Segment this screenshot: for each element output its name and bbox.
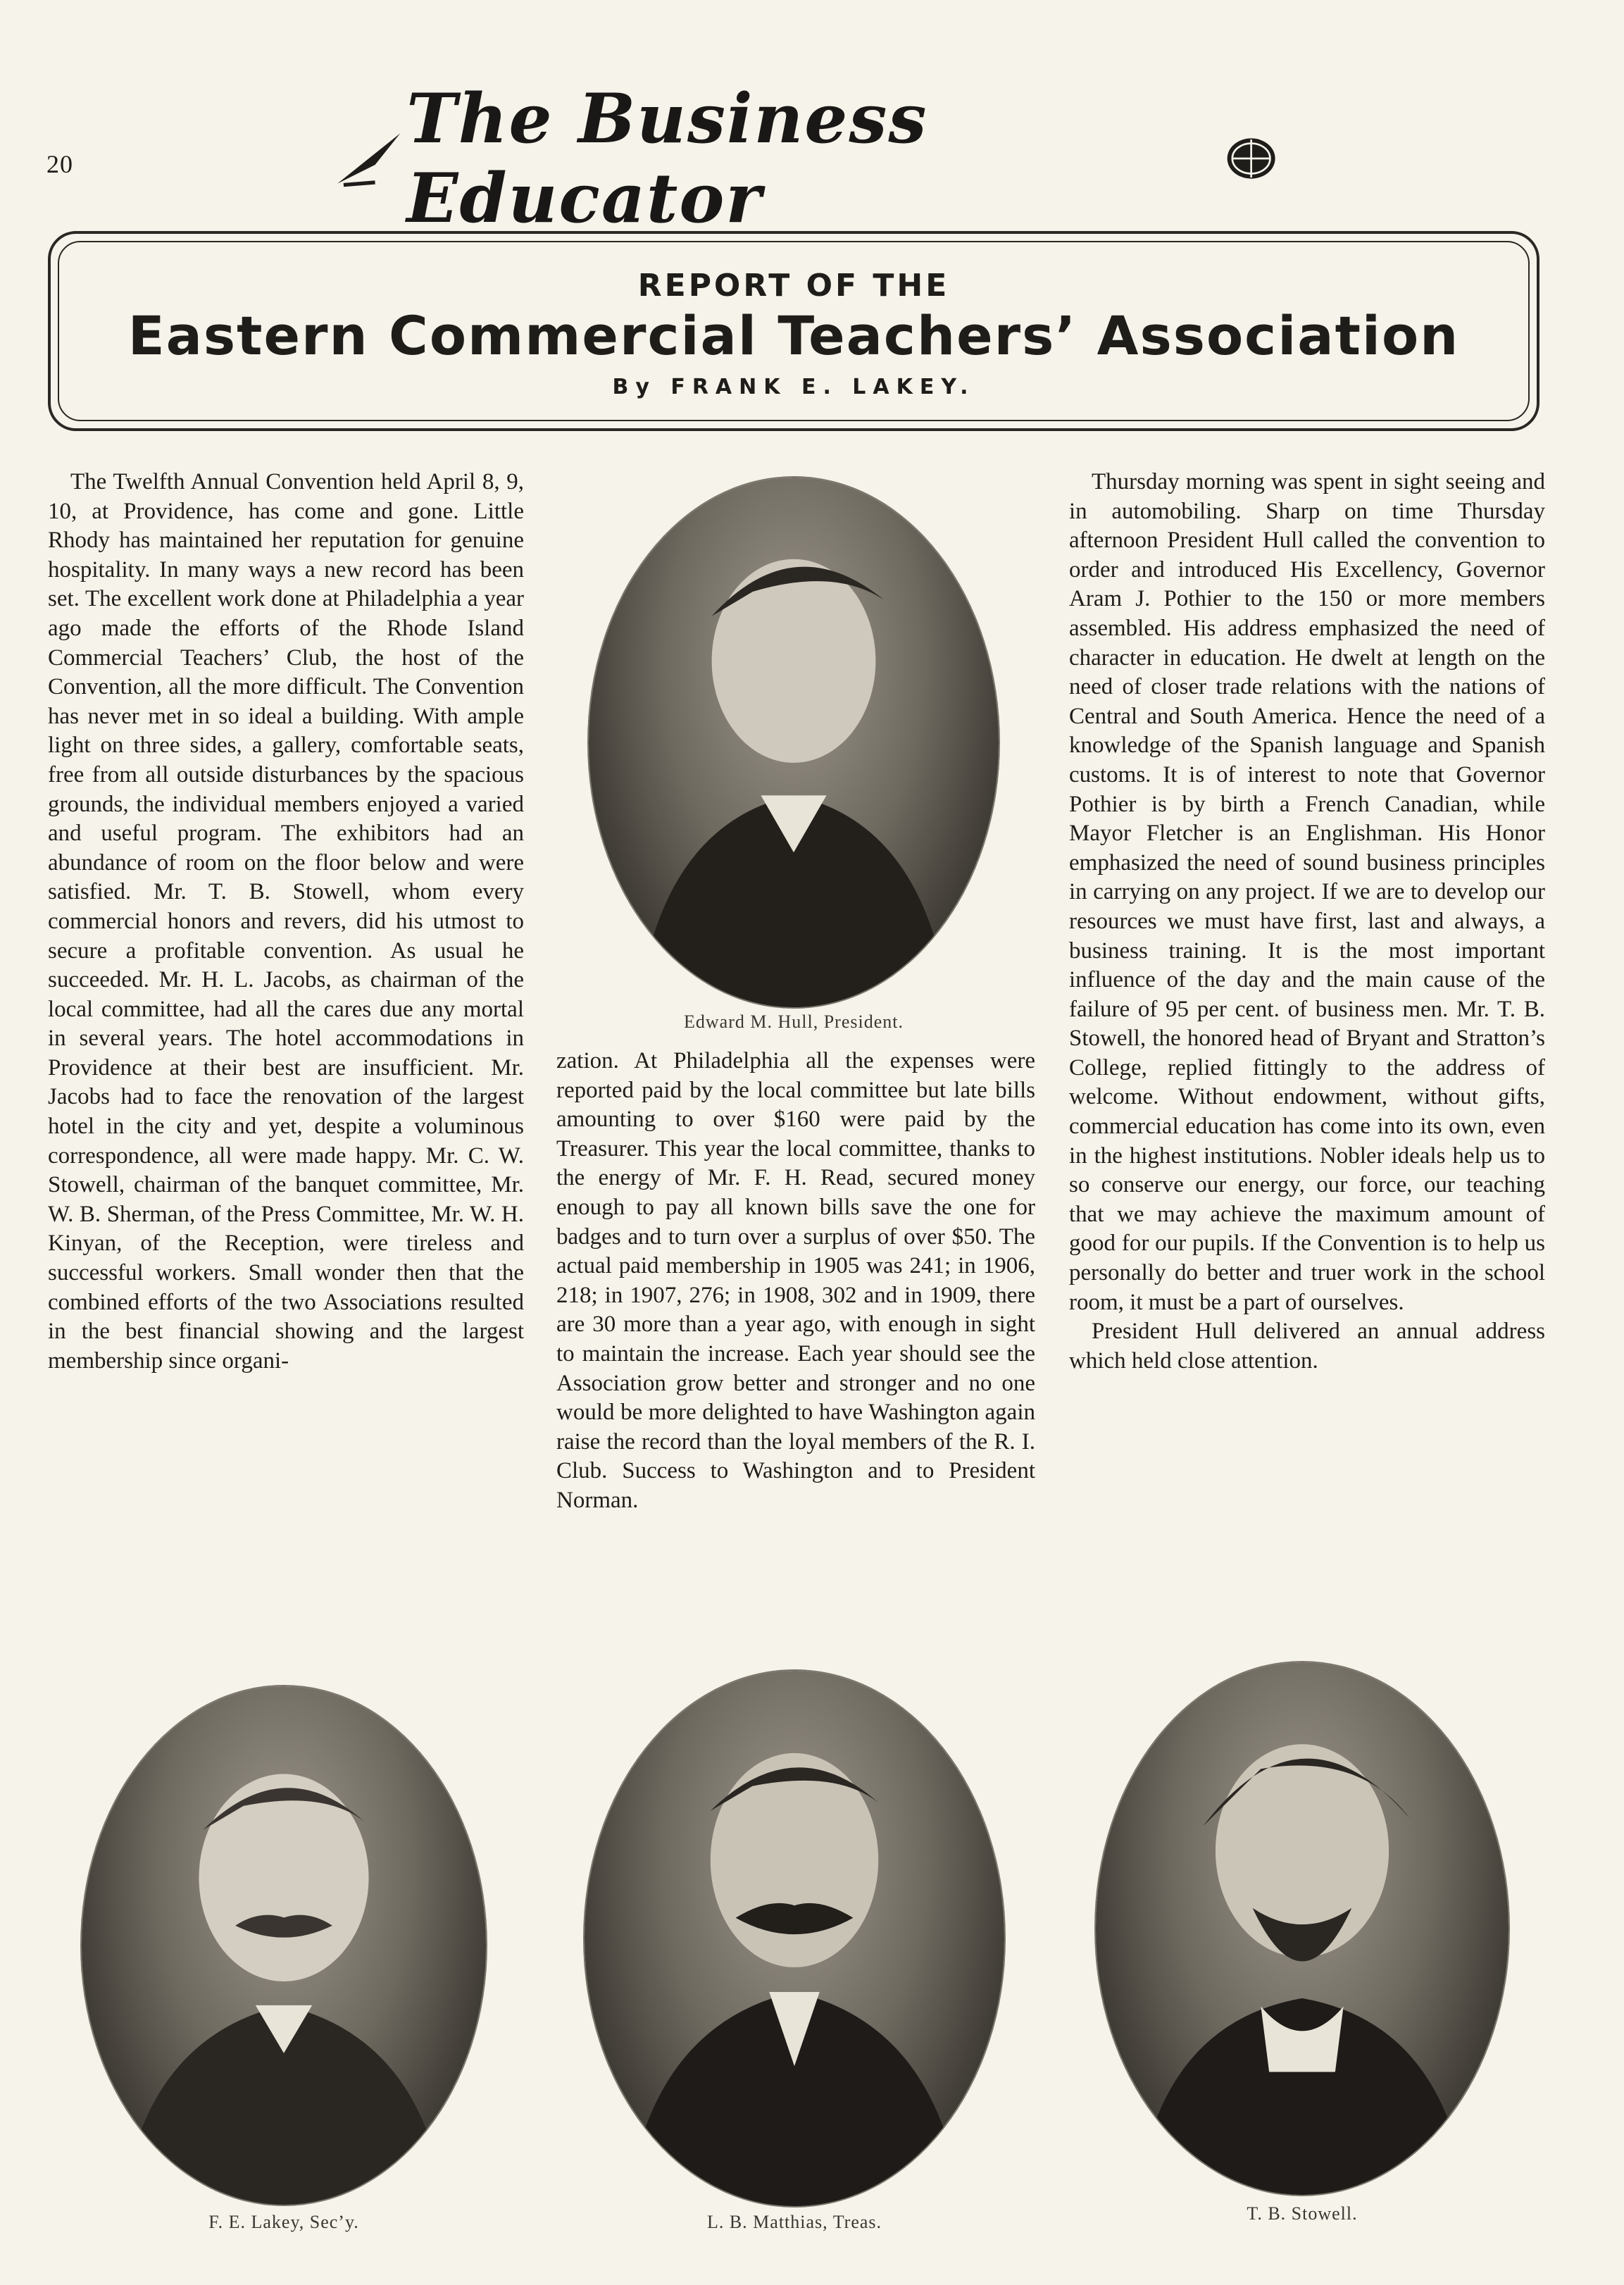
portrait-stowell <box>1096 1662 1509 2195</box>
title-box <box>48 231 1539 431</box>
report-kicker: REPORT OF THE <box>637 268 950 304</box>
article-column-left <box>48 468 524 1376</box>
quill-icon <box>331 123 406 194</box>
paragraph: Thursday morning was spent in sight seeing and in automobiling. Sharp on time Thursday afternoon President Hull called the convention to order and introduced His Excellency, Governor Aram J. Pothier to the 150 or more members assembled. His address emphasized the need of character in education. He dwelt at length on the need of closer trade relations with the nations of Central and South America. Hence the need of a knowledge of the Spanish language and Spanish customs. It is of interest to note that Governor Pothier is by birth a French Canadian, while Mayor Fletcher is an Englishman. His Honor emphasized the need of sound business principles in carrying on any project. If we are to develop our resources we must have first, last and always, a business training. It is the most important influence of the day and the main cause of the failure of 95 per cent. of business men. Mr. T. B. Stowell, the honored head of Bryant and Stratton’s College, replied fittingly to the address of welcome. Without endowment, without gifts, commercial education has come into its own, even in the highest institutions. Nobler ideals help us to so conserve our energy, our force, our teaching that we may achieve the maximum amount of good for our pupils. If the Convention is to help us personally do better and truer work in the school room, it must be a part of ourselves. <box>1069 469 1545 1315</box>
paragraph: The Twelfth Annual Convention held April 8, 9, 10, at Providence, has come and gone. Little Rhody has maintained her reputation for genuine hospitality. In many ways a new record has been set. The excellent work done at Philadelphia a year ago made the efforts of the Rhode Island Commercial Teachers’ Club, the host of the Convention, all the more difficult. The Convention has never met in so ideal a building. With ample light on three sides, a gallery, comfortable seats, free from all outside disturbances by the spacious grounds, the individual members enjoyed a varied and useful program. The exhibitors had an abundance of room on the floor below and were satisfied. Mr. T. B. Stowell, whom every commercial honors and revers, did his utmost to secure a profitable convention. As usual he succeeded. Mr. H. L. Jacobs, as chairman of the local committee, had all the cares due any mortal in several years. The hotel accommodations in Providence at their best are insufficient. Mr. Jacobs had to face the renovation of the largest hotel in the city and yet, despite a voluminous correspondence, all were made happy. Mr. C. W. Stowell, chairman of the banquet committee, Mr. W. B. Sherman, of the Press Committee, Mr. W. H. Kinyan, of the Reception, were tireless and successful workers. Small wonder then that the combined efforts of the two Associations resulted in the best financial showing and the largest membership since organi- <box>48 469 524 1374</box>
article-column-middle <box>556 1047 1035 1516</box>
article-title: Eastern Commercial Teachers’ Association <box>127 304 1460 367</box>
caption-stowell: T. B. Stowell. <box>1247 2203 1358 2224</box>
portrait-lakey <box>82 1686 486 2205</box>
paragraph: zation. At Philadelphia all the expenses were reported paid by the local committee but late bills amounting to over $160 were paid by the Treasurer. This year the local committee, thanks to the energy of Mr. F. H. Read, secured money enough to pay all known bills save the one for badges and to turn over a surplus of over $50. The actual paid membership in 1905 was 241; in 1906, 218; in 1907, 276; in 1908, 302 and in 1909, there are 30 more than a year ago, with enough in sight to maintain the increase. Each year should see the Association grow better and stronger and no one would be more delighted to have Washington again raise the record than the loyal members of the R. I. Club. Success to Washington and to President Norman. <box>556 1048 1035 1513</box>
caption-matthias: L. B. Matthias, Treas. <box>706 2212 882 2232</box>
portrait-matthias <box>585 1671 1004 2206</box>
paragraph: President Hull delivered an annual address which held close attention. <box>1069 1319 1545 1374</box>
masthead-title: The Business Educator <box>406 79 928 238</box>
article-column-right <box>1069 468 1545 1376</box>
masthead <box>331 79 1289 238</box>
caption-lakey: F. E. Lakey, Sec’y. <box>208 2212 359 2232</box>
portrait-hull <box>589 478 999 1007</box>
page-number: 20 <box>46 150 73 178</box>
byline: By FRANK E. LAKEY. <box>612 375 975 399</box>
globe-ornament-icon <box>1213 123 1289 194</box>
caption-hull: Edward M. Hull, President. <box>684 1011 904 1032</box>
